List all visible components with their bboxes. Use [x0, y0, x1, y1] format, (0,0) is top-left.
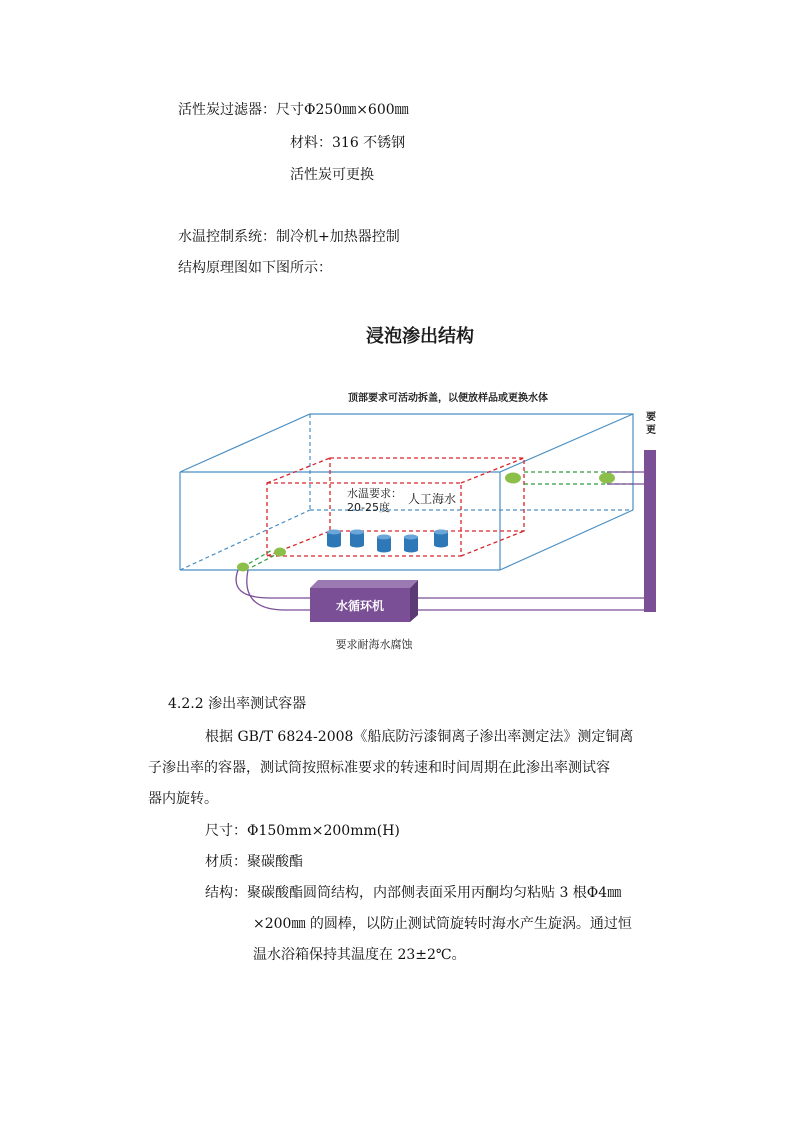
water-temp-label: 水温要求：	[347, 487, 402, 500]
container-structure-line-3: 温水浴箱保持其温度在 23±2℃。	[253, 947, 466, 963]
filter-material: 材料：316 不锈钢	[290, 135, 406, 151]
top-lid-note: 顶部要求可活动拆盖，以便放样品或更换水体	[348, 393, 548, 404]
paragraph-line-1: 根据 GB/T 6824-2008《船底防污漆铜离子渗出率测定法》测定铜离	[205, 729, 634, 745]
corrosion-note: 要求耐海水腐蚀	[335, 638, 413, 651]
sample-cylinder	[327, 530, 341, 548]
outlet-valve	[237, 563, 249, 572]
sample-cylinders	[327, 530, 448, 553]
water-temp-value: 20-25度	[347, 501, 390, 514]
green-inner-pipes	[243, 472, 633, 567]
side-note: 要更	[646, 412, 656, 436]
sample-cylinder	[434, 530, 448, 548]
paragraph-line-2: 子渗出率的容器，测试筒按照标准要求的转速和时间周期在此渗出率测试容	[148, 760, 610, 776]
water-circulation-pump	[310, 580, 418, 622]
diagram-title: 浸泡渗出结构	[366, 326, 474, 347]
sample-cylinder	[350, 530, 364, 548]
paragraph-line-3: 器内旋转。	[148, 791, 218, 807]
container-size: 尺寸：Φ150mm×200mm(H)	[205, 823, 400, 839]
container-structure-line-2: ×200㎜ 的圆棒，以防止测试筒旋转时海水产生旋涡。通过恒	[253, 916, 632, 932]
pump-label: 水循环机	[335, 599, 385, 613]
seawater-label: 人工海水	[408, 492, 457, 506]
inner-sample-box	[267, 458, 524, 556]
container-structure-line-1: 结构：聚碳酸酯圆筒结构，内部侧表面采用丙酮均匀粘贴 3 根Φ4㎜	[205, 885, 622, 901]
inlet-valve-outer	[599, 473, 615, 484]
container-material: 材质：聚碳酸酯	[205, 854, 303, 870]
return-column	[644, 450, 656, 612]
filter-replace: 活性炭可更换	[290, 167, 374, 183]
sample-cylinder	[377, 535, 391, 553]
structure-intro: 结构原理图如下图所示：	[178, 260, 332, 276]
section-heading: 4.2.2 渗出率测试容器	[168, 696, 307, 712]
filter-title: 活性炭过滤器：尺寸Φ250㎜×600㎜	[178, 102, 409, 118]
outlet-valve-inner	[274, 548, 286, 557]
temp-control-system: 水温控制系统：制冷机+加热器控制	[178, 229, 400, 245]
inlet-valve	[505, 473, 521, 484]
sample-cylinder	[404, 535, 418, 553]
